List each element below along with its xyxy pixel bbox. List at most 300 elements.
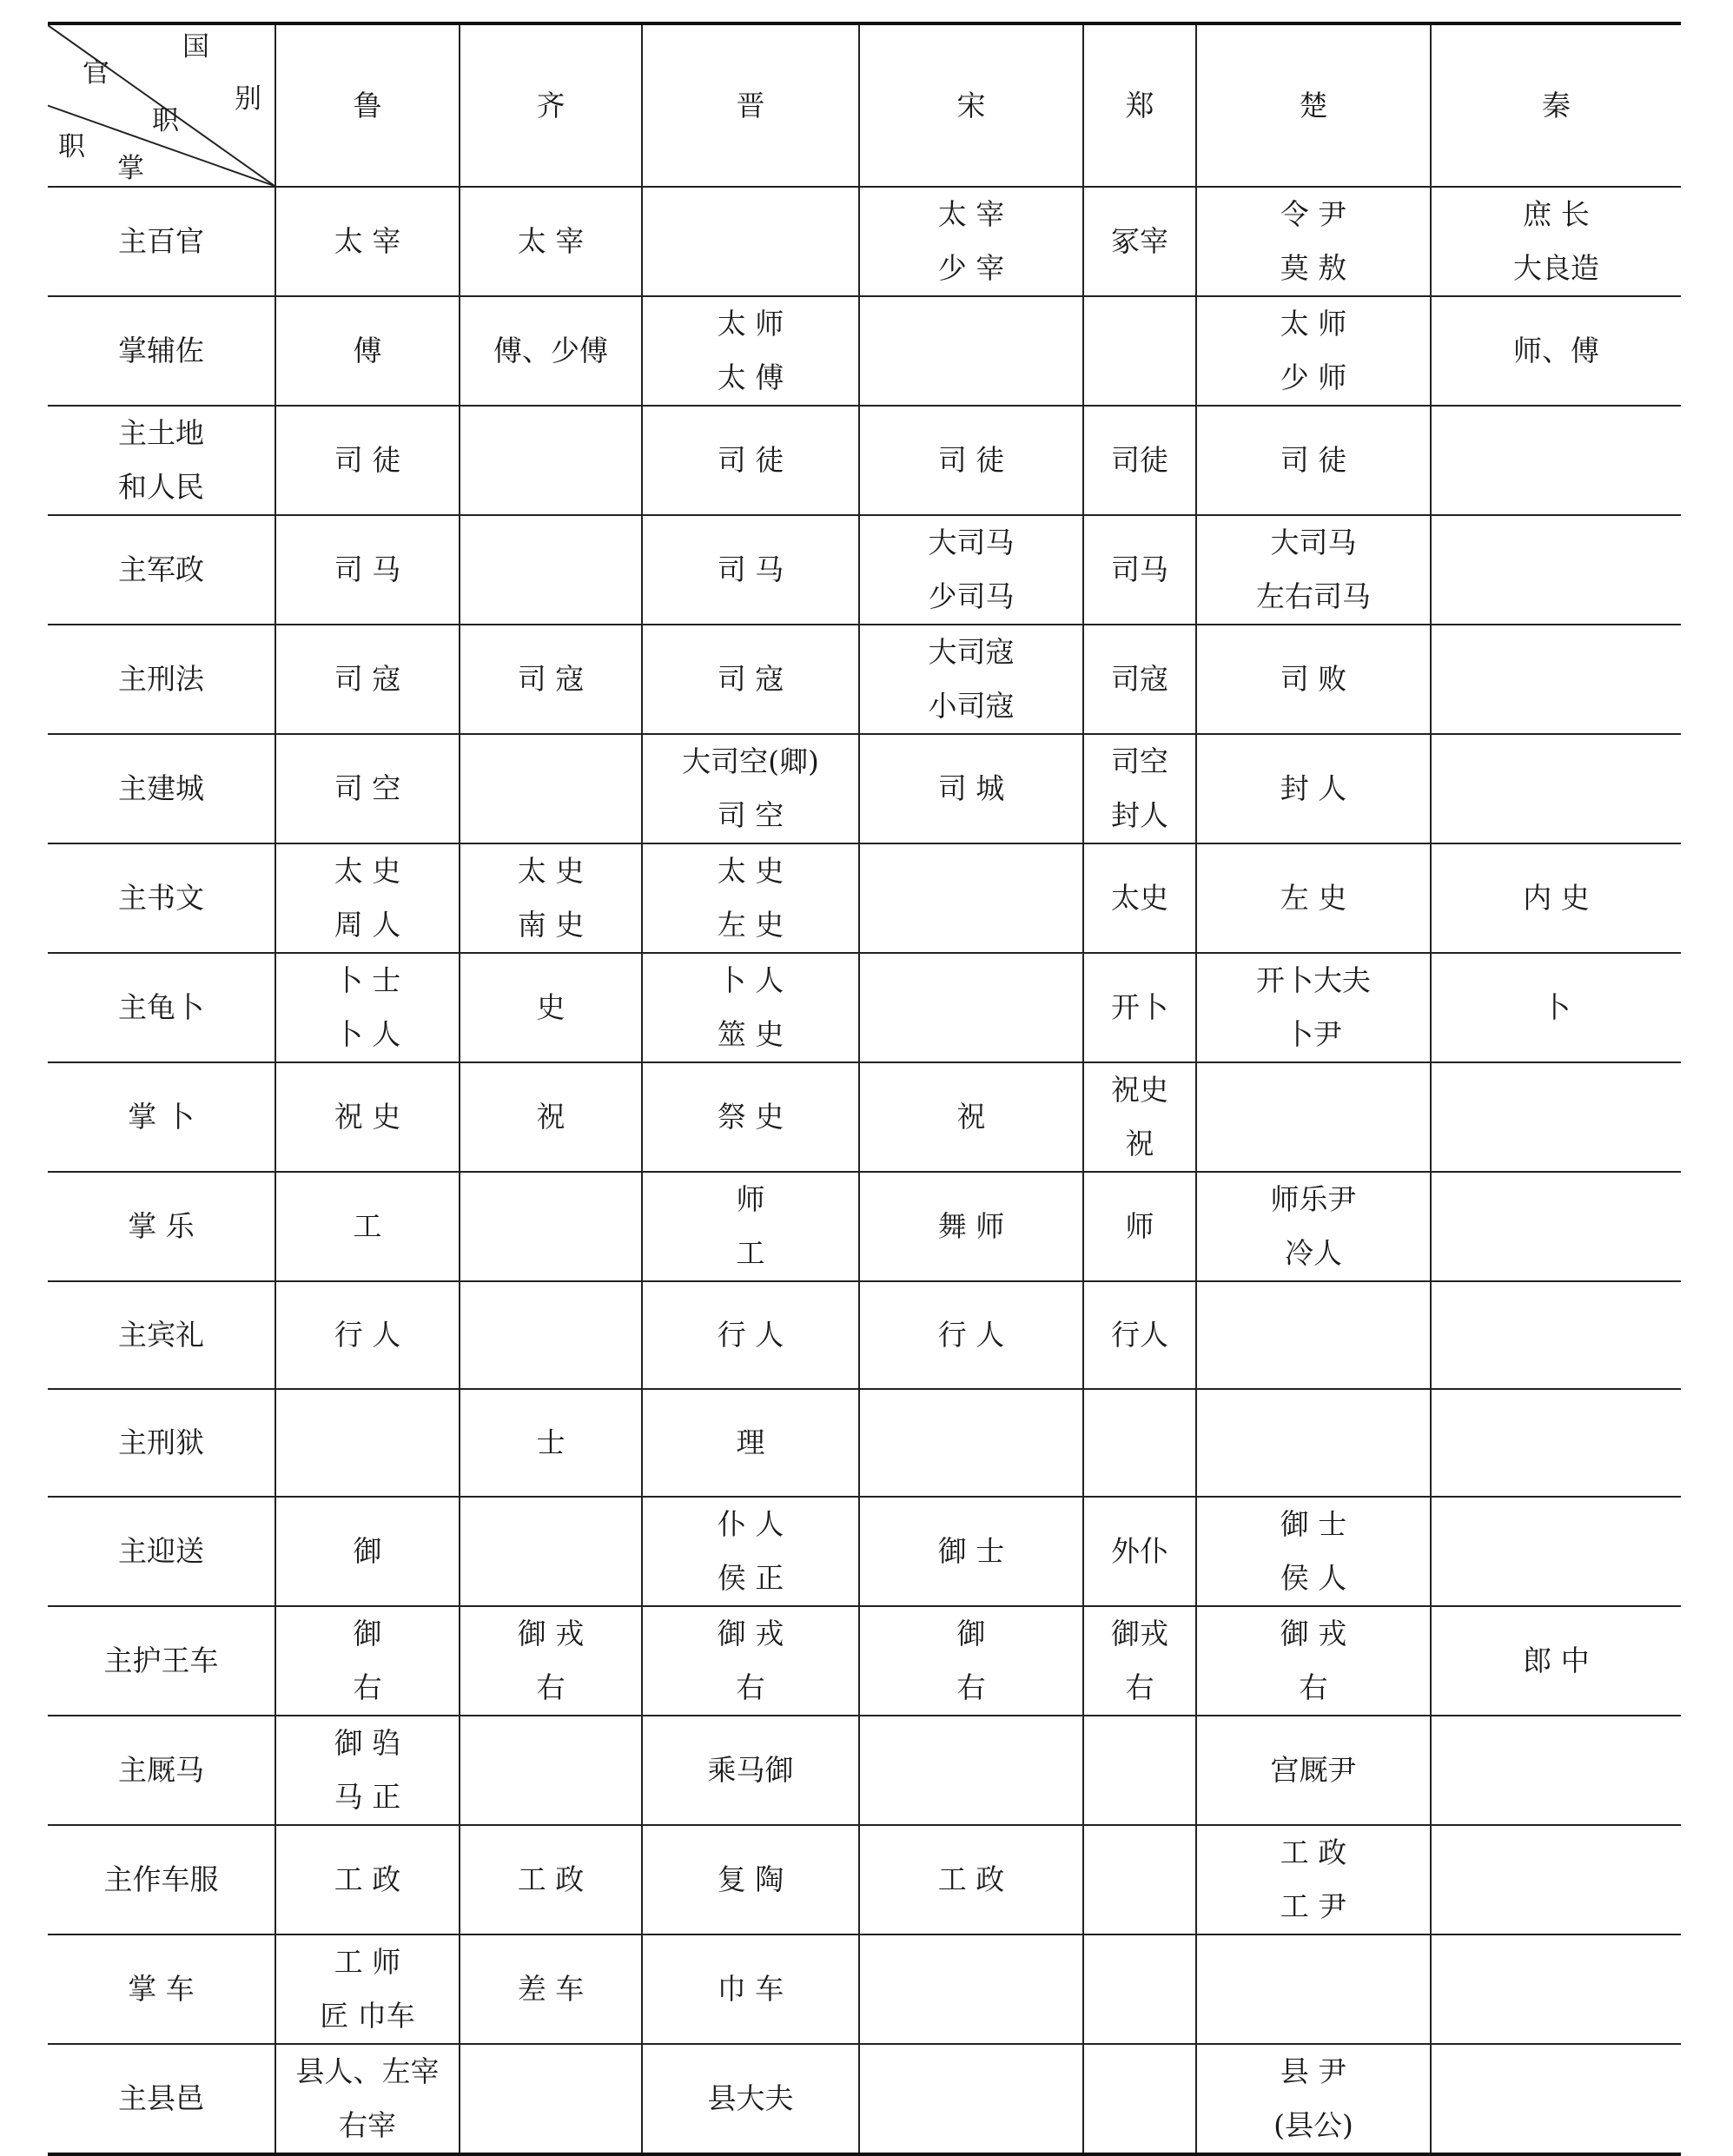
- office-cell: [1083, 515, 1196, 625]
- table-row: [48, 296, 1681, 406]
- office-cell: [1196, 187, 1431, 296]
- office-cell: [1431, 1062, 1681, 1172]
- duty-label: 主迎送: [118, 1534, 204, 1568]
- office-title: 右: [1299, 1670, 1328, 1704]
- duty-label: 主作车服: [103, 1862, 219, 1896]
- office-cell: [859, 1062, 1083, 1172]
- office-cell: [859, 406, 1083, 515]
- office-cell: [1083, 1497, 1196, 1606]
- office-title: 御 士: [937, 1534, 1005, 1568]
- col-header-lu: 鲁: [275, 23, 460, 187]
- office-cell: [642, 1825, 859, 1934]
- office-title: 少 师: [1280, 360, 1347, 394]
- duty-label: 主军政: [118, 552, 204, 586]
- office-cell: [460, 1716, 642, 1825]
- office-title: 冢宰: [1111, 224, 1168, 258]
- office-cell: [1196, 2044, 1431, 2154]
- office-title: 卜 人: [334, 1017, 401, 1051]
- office-title: 工 政: [334, 1862, 401, 1896]
- office-cell: [859, 1716, 1083, 1825]
- office-title: 差 车: [517, 1972, 585, 2006]
- office-title: 太 宰: [517, 224, 585, 258]
- duty-cell: [48, 1281, 275, 1389]
- office-title: 司寇: [1111, 662, 1168, 696]
- office-title: 御: [353, 1534, 382, 1568]
- office-title: 司 徒: [717, 443, 784, 477]
- table-body: [48, 23, 1681, 2154]
- office-title: 司空: [1111, 744, 1168, 778]
- office-cell: [859, 2044, 1083, 2154]
- corner-guo: 国: [182, 31, 209, 63]
- office-title: 右: [353, 1670, 382, 1704]
- office-title: 御: [353, 1617, 382, 1650]
- office-title: 开卜: [1111, 990, 1168, 1024]
- office-title: 郎 中: [1523, 1643, 1590, 1677]
- office-cell: [275, 1281, 460, 1389]
- corner-zhang: 掌: [117, 153, 144, 184]
- office-title: 右宰: [339, 2108, 396, 2142]
- office-title: 太 师: [1280, 307, 1347, 341]
- office-cell: [859, 1825, 1083, 1934]
- table-row: [48, 2044, 1681, 2154]
- office-title: 工 政: [937, 1862, 1005, 1896]
- duty-cell: [48, 734, 275, 843]
- office-title: 马 正: [334, 1780, 401, 1814]
- duty-cell: [48, 1389, 275, 1497]
- office-title: 师、傅: [1513, 334, 1599, 367]
- table-row: [48, 406, 1681, 515]
- office-cell: [460, 1497, 642, 1606]
- office-title: 工 尹: [1280, 1889, 1347, 1923]
- office-title: 御 戎: [517, 1617, 585, 1650]
- office-title: 司 寇: [717, 662, 784, 696]
- office-title: 行人: [1111, 1318, 1168, 1352]
- duty-label: 主县邑: [118, 2081, 204, 2115]
- office-title: 御戎: [1111, 1617, 1168, 1650]
- office-title: 右: [1125, 1670, 1154, 1704]
- office-cell: [859, 734, 1083, 843]
- office-title: 御 驺: [334, 1726, 401, 1760]
- office-title: 少司马: [928, 579, 1015, 613]
- office-cell: [1196, 843, 1431, 953]
- duty-cell: [48, 1172, 275, 1281]
- table-row: [48, 1934, 1681, 2044]
- office-cell: [460, 1281, 642, 1389]
- duty-label: 主土地: [118, 416, 204, 450]
- office-cell: [1196, 296, 1431, 406]
- office-cell: [460, 734, 642, 843]
- office-cell: [1431, 734, 1681, 843]
- office-cell: [460, 406, 642, 515]
- col-header-jin: 晋: [642, 23, 859, 187]
- office-title: 祝 史: [334, 1100, 401, 1134]
- office-cell: [1083, 406, 1196, 515]
- office-cell: [859, 1172, 1083, 1281]
- office-cell: [1431, 625, 1681, 734]
- office-title: 司 马: [717, 552, 784, 586]
- office-cell: [1196, 515, 1431, 625]
- duty-label: 主刑狱: [118, 1425, 204, 1459]
- office-cell: [1083, 1606, 1196, 1716]
- office-cell: [1083, 1716, 1196, 1825]
- office-title: 小司寇: [928, 689, 1015, 723]
- office-cell: [275, 1497, 460, 1606]
- table-row: [48, 515, 1681, 625]
- office-title: 冷人: [1285, 1236, 1342, 1270]
- office-cell: [642, 734, 859, 843]
- duty-cell: [48, 1497, 275, 1606]
- office-cell: [460, 843, 642, 953]
- office-title: 工 政: [1280, 1835, 1347, 1869]
- office-title: 周 人: [334, 908, 401, 942]
- office-title: 大良造: [1513, 251, 1599, 285]
- duty-label: 主护王车: [103, 1643, 219, 1677]
- office-title: 傅、少傅: [493, 334, 608, 367]
- office-cell: [1431, 1497, 1681, 1606]
- office-cell: [1196, 1389, 1431, 1497]
- office-cell: [460, 625, 642, 734]
- col-header-zheng: 郑: [1083, 23, 1196, 187]
- table-row: [48, 1062, 1681, 1172]
- office-cell: [1083, 1062, 1196, 1172]
- duty-cell: [48, 1825, 275, 1934]
- duty-cell: [48, 187, 275, 296]
- officials-table: [48, 22, 1681, 2156]
- office-cell: [1196, 1281, 1431, 1389]
- office-cell: [642, 1606, 859, 1716]
- office-cell: [859, 625, 1083, 734]
- office-cell: [275, 1062, 460, 1172]
- office-title: 御: [956, 1617, 986, 1650]
- office-cell: [460, 1606, 642, 1716]
- office-cell: [1431, 1606, 1681, 1716]
- office-cell: [859, 953, 1083, 1062]
- office-title: 大司寇: [928, 635, 1015, 669]
- office-title: 舞 师: [937, 1209, 1005, 1243]
- office-cell: [1083, 1281, 1196, 1389]
- table-row: [48, 843, 1681, 953]
- office-title: 太 宰: [937, 197, 1005, 231]
- office-title: 史: [536, 990, 566, 1024]
- office-cell: [642, 1281, 859, 1389]
- office-cell: [460, 1389, 642, 1497]
- table-row: [48, 187, 1681, 296]
- duty-cell: [48, 406, 275, 515]
- office-cell: [642, 625, 859, 734]
- office-cell: [1196, 625, 1431, 734]
- office-title: 复 陶: [717, 1862, 784, 1896]
- office-cell: [1431, 1934, 1681, 2044]
- table-row: [48, 953, 1681, 1062]
- office-cell: [859, 296, 1083, 406]
- office-title: 侯 人: [1280, 1561, 1347, 1595]
- office-cell: [1431, 843, 1681, 953]
- office-cell: [1431, 1825, 1681, 1934]
- office-cell: [1431, 296, 1681, 406]
- office-title: 太 宰: [334, 224, 401, 258]
- office-cell: [642, 1716, 859, 1825]
- office-cell: [1083, 1389, 1196, 1497]
- office-title: 司 徒: [334, 443, 401, 477]
- office-cell: [642, 953, 859, 1062]
- office-cell: [275, 625, 460, 734]
- duty-cell: [48, 296, 275, 406]
- office-cell: [1083, 843, 1196, 953]
- duty-cell: [48, 953, 275, 1062]
- office-title: 右: [536, 1670, 566, 1704]
- office-title: 封人: [1111, 798, 1168, 832]
- office-title: 卜 人: [717, 963, 784, 997]
- duty-label: 掌辅佐: [118, 334, 204, 367]
- office-cell: [460, 2044, 642, 2154]
- office-cell: [1196, 1716, 1431, 1825]
- duty-label: 主龟卜: [118, 990, 204, 1024]
- duty-label: 掌 车: [128, 1972, 195, 2006]
- office-title: 筮 史: [717, 1017, 784, 1051]
- office-cell: [642, 2044, 859, 2154]
- office-title: 县人、左宰: [295, 2054, 440, 2088]
- office-title: 宫厩尹: [1270, 1753, 1357, 1787]
- corner-zhi-a: 职: [152, 105, 179, 136]
- office-cell: [1431, 187, 1681, 296]
- duty-label: 主建城: [118, 771, 204, 805]
- office-title: 工: [736, 1236, 765, 1270]
- office-title: 太史: [1111, 881, 1168, 915]
- office-title: 祝: [1125, 1127, 1154, 1161]
- office-cell: [275, 1389, 460, 1497]
- office-title: 太 史: [334, 854, 401, 888]
- office-cell: [642, 843, 859, 953]
- office-title: 太 史: [517, 854, 585, 888]
- office-cell: [275, 734, 460, 843]
- office-cell: [275, 1716, 460, 1825]
- office-cell: [275, 1934, 460, 2044]
- duty-cell: [48, 1934, 275, 2044]
- table-row: [48, 1716, 1681, 1825]
- office-cell: [1431, 2044, 1681, 2154]
- office-title: 匠 巾车: [320, 1999, 415, 2033]
- office-title: 大司马: [928, 526, 1015, 559]
- office-cell: [275, 843, 460, 953]
- duty-label: 掌 卜: [128, 1100, 195, 1134]
- office-title: 祭 史: [717, 1100, 784, 1134]
- office-title: 太 师: [717, 307, 784, 341]
- office-title: 行 人: [937, 1318, 1005, 1352]
- office-title: 师乐尹: [1270, 1182, 1357, 1216]
- office-cell: [642, 515, 859, 625]
- office-cell: [642, 187, 859, 296]
- office-title: 士: [536, 1425, 566, 1459]
- office-cell: [1431, 1716, 1681, 1825]
- col-header-qi: 齐: [460, 23, 642, 187]
- office-title: 大司空(卿): [682, 744, 819, 778]
- office-cell: [642, 1172, 859, 1281]
- office-cell: [1196, 1172, 1431, 1281]
- duty-cell: [48, 2044, 275, 2154]
- duty-label: 和人民: [118, 470, 204, 504]
- office-title: 县大夫: [707, 2081, 794, 2115]
- office-cell: [1431, 1389, 1681, 1497]
- office-cell: [1083, 187, 1196, 296]
- office-title: 左 史: [717, 908, 784, 942]
- office-cell: [1431, 515, 1681, 625]
- office-cell: [1083, 734, 1196, 843]
- duty-cell: [48, 625, 275, 734]
- office-title: 司 寇: [334, 662, 401, 696]
- office-title: 开卜大夫: [1256, 963, 1371, 997]
- duty-cell: [48, 1062, 275, 1172]
- office-cell: [859, 515, 1083, 625]
- office-title: 司 城: [937, 771, 1005, 805]
- duty-label: 主刑法: [118, 662, 204, 696]
- office-title: 左右司马: [1256, 579, 1371, 613]
- office-title: 理: [736, 1425, 765, 1459]
- office-cell: [1196, 953, 1431, 1062]
- office-cell: [460, 1825, 642, 1934]
- office-title: 师: [736, 1182, 765, 1216]
- office-title: 司 空: [334, 771, 401, 805]
- office-cell: [859, 1497, 1083, 1606]
- table-row: [48, 1606, 1681, 1716]
- office-cell: [859, 187, 1083, 296]
- col-header-qin: 秦: [1431, 23, 1681, 187]
- table-row: [48, 1389, 1681, 1497]
- office-cell: [859, 843, 1083, 953]
- office-cell: [1083, 625, 1196, 734]
- table-row: [48, 1497, 1681, 1606]
- office-title: 司 空: [717, 798, 784, 832]
- corner-zhi-b: 职: [58, 131, 85, 162]
- office-cell: [1431, 1172, 1681, 1281]
- office-title: 司 徒: [1280, 443, 1347, 477]
- office-title: 御 戎: [717, 1617, 784, 1650]
- office-cell: [275, 2044, 460, 2154]
- duty-label: 主宾礼: [118, 1318, 204, 1352]
- office-cell: [1083, 1934, 1196, 2044]
- office-cell: [460, 187, 642, 296]
- office-title: 祝: [536, 1100, 566, 1134]
- table-row: [48, 1281, 1681, 1389]
- office-cell: [275, 1606, 460, 1716]
- office-title: 巾 车: [717, 1972, 784, 2006]
- corner-bie: 别: [235, 83, 261, 115]
- office-cell: [1196, 1825, 1431, 1934]
- office-cell: [642, 296, 859, 406]
- office-cell: [1196, 406, 1431, 515]
- office-title: 乘马御: [707, 1753, 794, 1787]
- office-title: 祝史: [1111, 1073, 1168, 1107]
- office-title: 司 败: [1280, 662, 1347, 696]
- office-title: 仆 人: [717, 1507, 784, 1541]
- header-row: [48, 23, 1681, 187]
- office-title: 侯 正: [717, 1561, 784, 1595]
- office-cell: [275, 406, 460, 515]
- duty-label: 主厩马: [118, 1753, 204, 1787]
- corner-cell: [48, 23, 275, 187]
- office-title: 行 人: [334, 1318, 401, 1352]
- office-title: (县公): [1273, 2108, 1353, 2142]
- office-cell: [460, 515, 642, 625]
- office-cell: [1196, 1934, 1431, 2044]
- office-title: 左 史: [1280, 881, 1347, 915]
- office-cell: [642, 1497, 859, 1606]
- office-cell: [642, 1934, 859, 2044]
- office-title: 少 宰: [937, 251, 1005, 285]
- office-cell: [275, 953, 460, 1062]
- office-cell: [1083, 1825, 1196, 1934]
- duty-label: 主百官: [118, 224, 204, 258]
- office-title: 御 士: [1280, 1507, 1347, 1541]
- office-cell: [460, 953, 642, 1062]
- office-title: 太 史: [717, 854, 784, 888]
- office-title: 工: [353, 1209, 382, 1243]
- office-cell: [460, 1934, 642, 2044]
- office-cell: [642, 1062, 859, 1172]
- office-cell: [275, 296, 460, 406]
- office-cell: [460, 296, 642, 406]
- office-cell: [1083, 2044, 1196, 2154]
- duty-cell: [48, 1606, 275, 1716]
- office-title: 县 尹: [1280, 2054, 1347, 2088]
- office-cell: [1431, 953, 1681, 1062]
- office-cell: [275, 1172, 460, 1281]
- office-cell: [1196, 1606, 1431, 1716]
- office-title: 外仆: [1111, 1534, 1168, 1568]
- office-title: 庶 长: [1523, 197, 1590, 231]
- office-cell: [859, 1606, 1083, 1716]
- office-cell: [1083, 953, 1196, 1062]
- office-title: 右: [956, 1670, 986, 1704]
- office-cell: [275, 187, 460, 296]
- office-title: 司 寇: [517, 662, 585, 696]
- office-cell: [1431, 406, 1681, 515]
- office-cell: [859, 1389, 1083, 1497]
- office-title: 令 尹: [1280, 197, 1347, 231]
- table-row: [48, 1825, 1681, 1934]
- office-title: 司徒: [1111, 443, 1168, 477]
- office-title: 卜 士: [334, 963, 401, 997]
- col-header-chu: 楚: [1196, 23, 1431, 187]
- office-title: 司马: [1111, 552, 1168, 586]
- office-cell: [1083, 296, 1196, 406]
- office-cell: [642, 406, 859, 515]
- office-cell: [275, 1825, 460, 1934]
- table-row: [48, 625, 1681, 734]
- duty-label: 主书文: [118, 881, 204, 915]
- table-row: [48, 734, 1681, 843]
- office-cell: [859, 1281, 1083, 1389]
- table-row: [48, 1172, 1681, 1281]
- duty-cell: [48, 843, 275, 953]
- office-title: 卜: [1542, 990, 1571, 1024]
- office-title: 莫 敖: [1280, 251, 1347, 285]
- office-cell: [1083, 1172, 1196, 1281]
- office-title: 南 史: [517, 908, 585, 942]
- office-title: 傅: [353, 334, 382, 367]
- office-title: 司 徒: [937, 443, 1005, 477]
- office-title: 右: [736, 1670, 765, 1704]
- office-title: 司 马: [334, 552, 401, 586]
- corner-guan: 官: [83, 57, 109, 89]
- office-cell: [460, 1172, 642, 1281]
- office-title: 祝: [956, 1100, 986, 1134]
- col-header-song: 宋: [859, 23, 1083, 187]
- office-cell: [1196, 734, 1431, 843]
- office-title: 师: [1125, 1209, 1154, 1243]
- office-cell: [1431, 1281, 1681, 1389]
- office-title: 工 政: [517, 1862, 585, 1896]
- office-cell: [275, 515, 460, 625]
